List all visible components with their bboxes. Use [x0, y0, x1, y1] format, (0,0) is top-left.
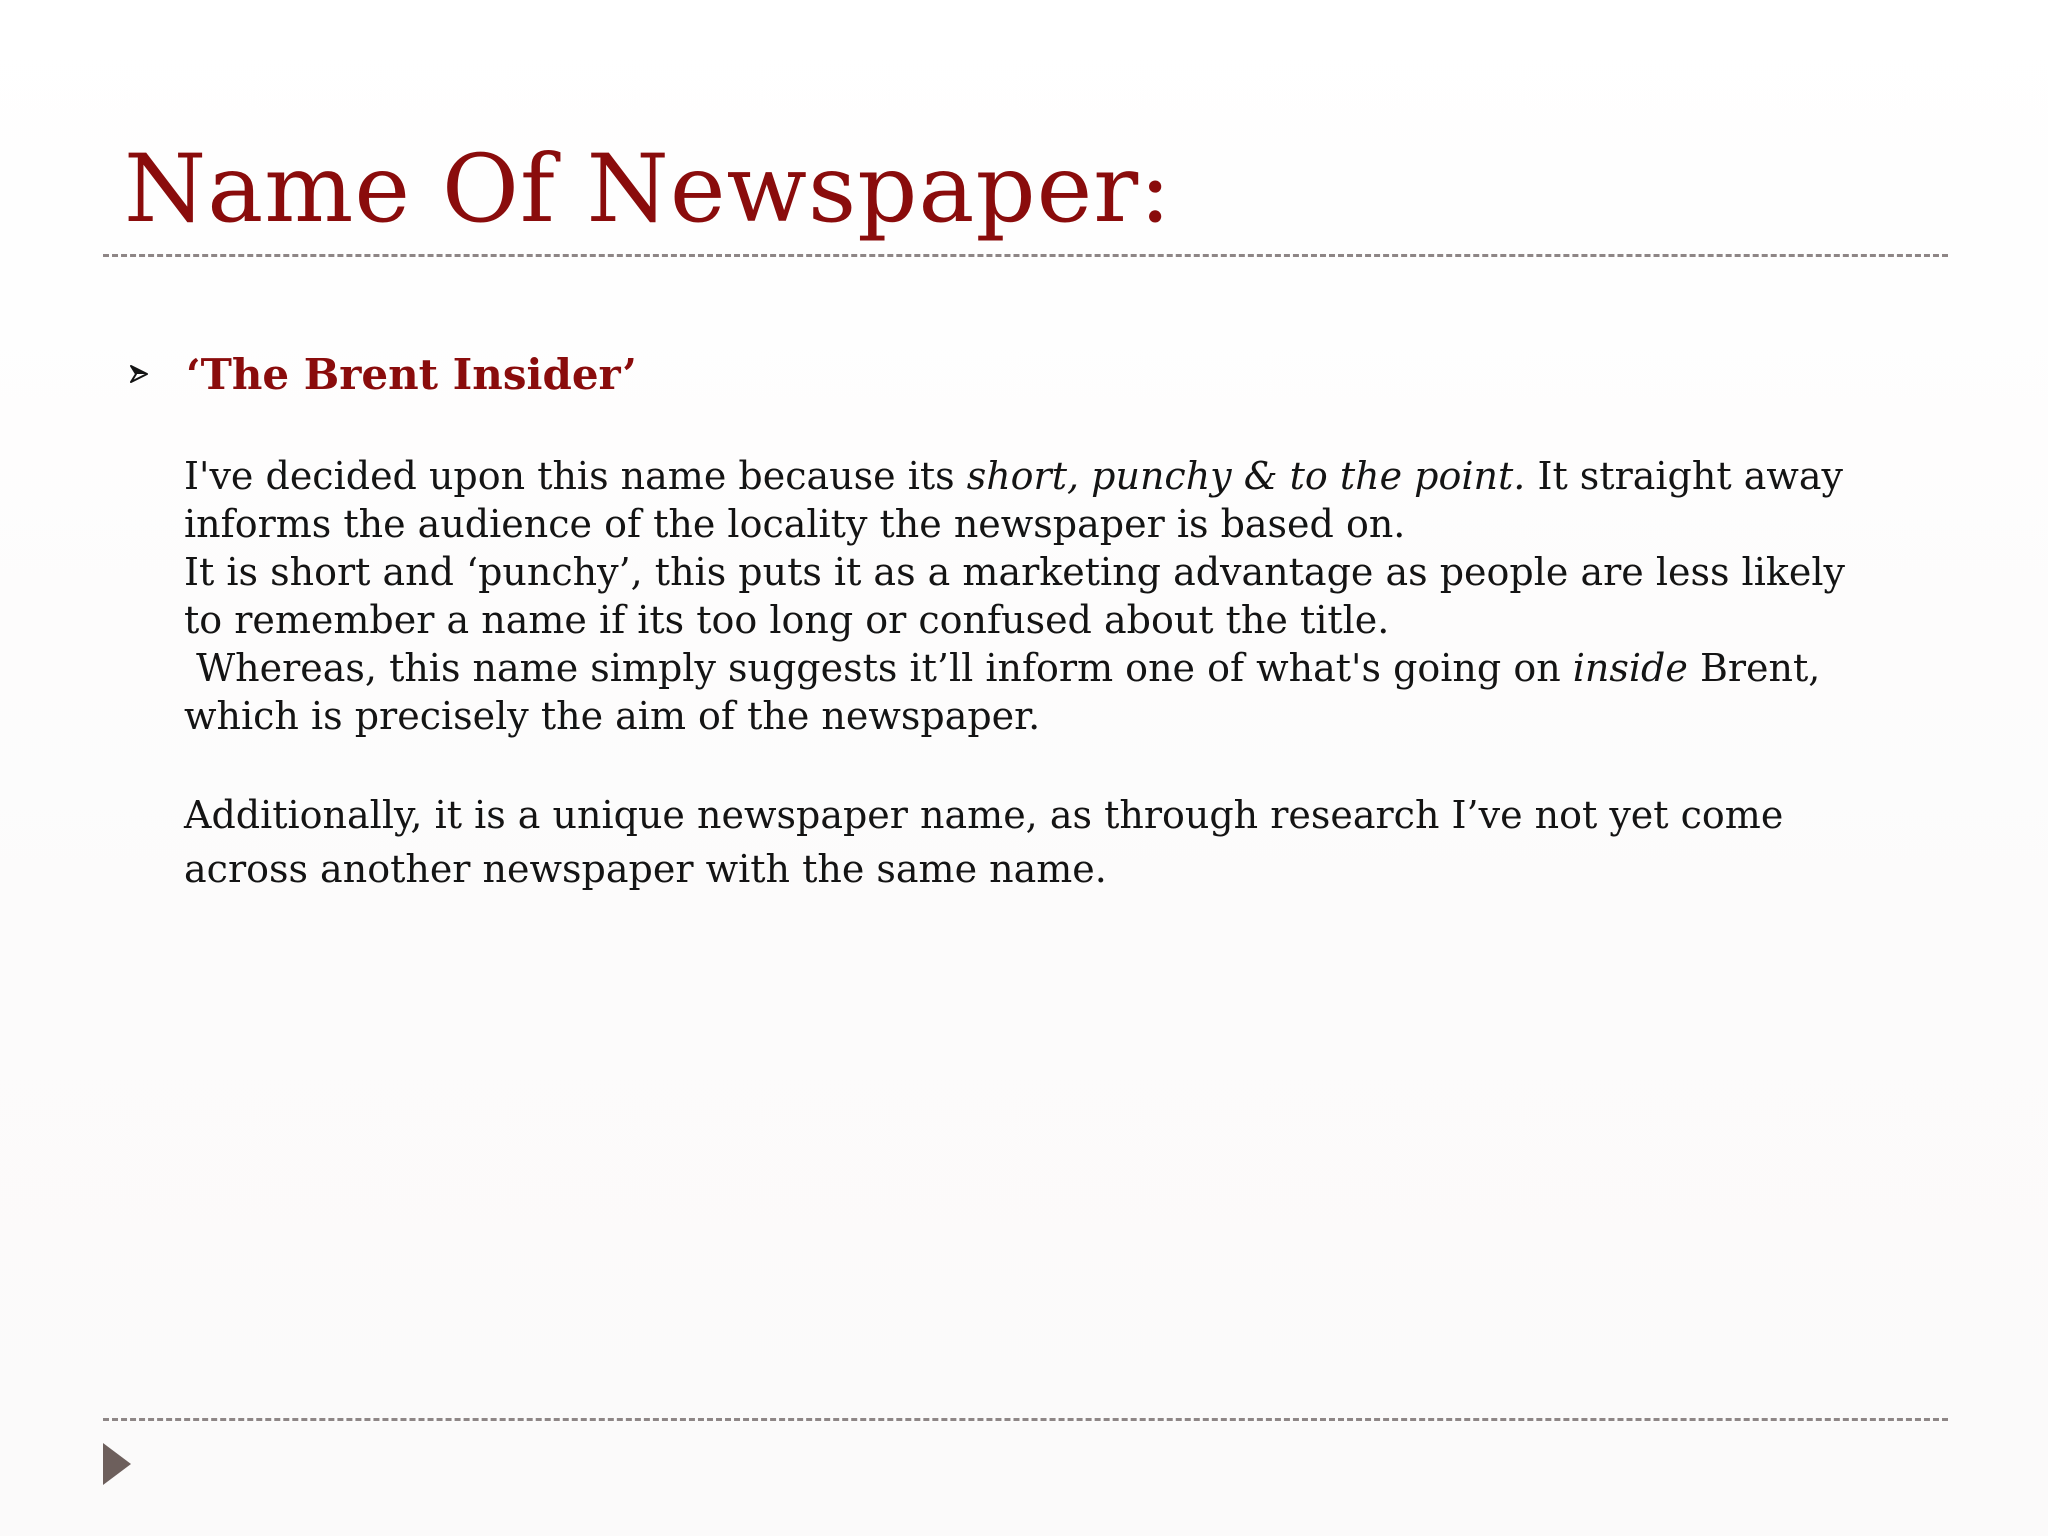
top-divider	[103, 254, 1948, 257]
slide-title: Name Of Newspaper:	[124, 135, 1172, 244]
paragraph-line: informs the audience of the locality the newspaper is based on.	[184, 502, 1406, 546]
paragraph-gap	[184, 740, 1914, 788]
play-triangle-icon	[102, 1442, 132, 1486]
paragraph-line: which is precisely the aim of the newspaper.	[184, 694, 1041, 738]
paragraph-line: to remember a name if its too long or confused about the title.	[184, 598, 1390, 642]
paragraph-line: across another newspaper with the same name.	[184, 847, 1107, 891]
body-text	[184, 452, 1914, 896]
bullet-item	[124, 344, 637, 404]
paragraph-line: Whereas, this name simply suggests it’ll inform one of what's going on inside Brent,	[184, 646, 1821, 690]
arrow-bullet-icon	[124, 359, 154, 389]
bottom-divider	[103, 1418, 1948, 1421]
newspaper-name: ‘The Brent Insider’	[186, 349, 637, 399]
paragraph-line: Additionally, it is a unique newspaper name, as through research I’ve not yet come	[184, 793, 1784, 837]
paragraph-line: It is short and ‘punchy’, this puts it as a marketing advantage as people are less likely	[184, 550, 1845, 594]
paragraph-line: I've decided upon this name because its short, punchy & to the point. It straight away	[184, 454, 1843, 498]
